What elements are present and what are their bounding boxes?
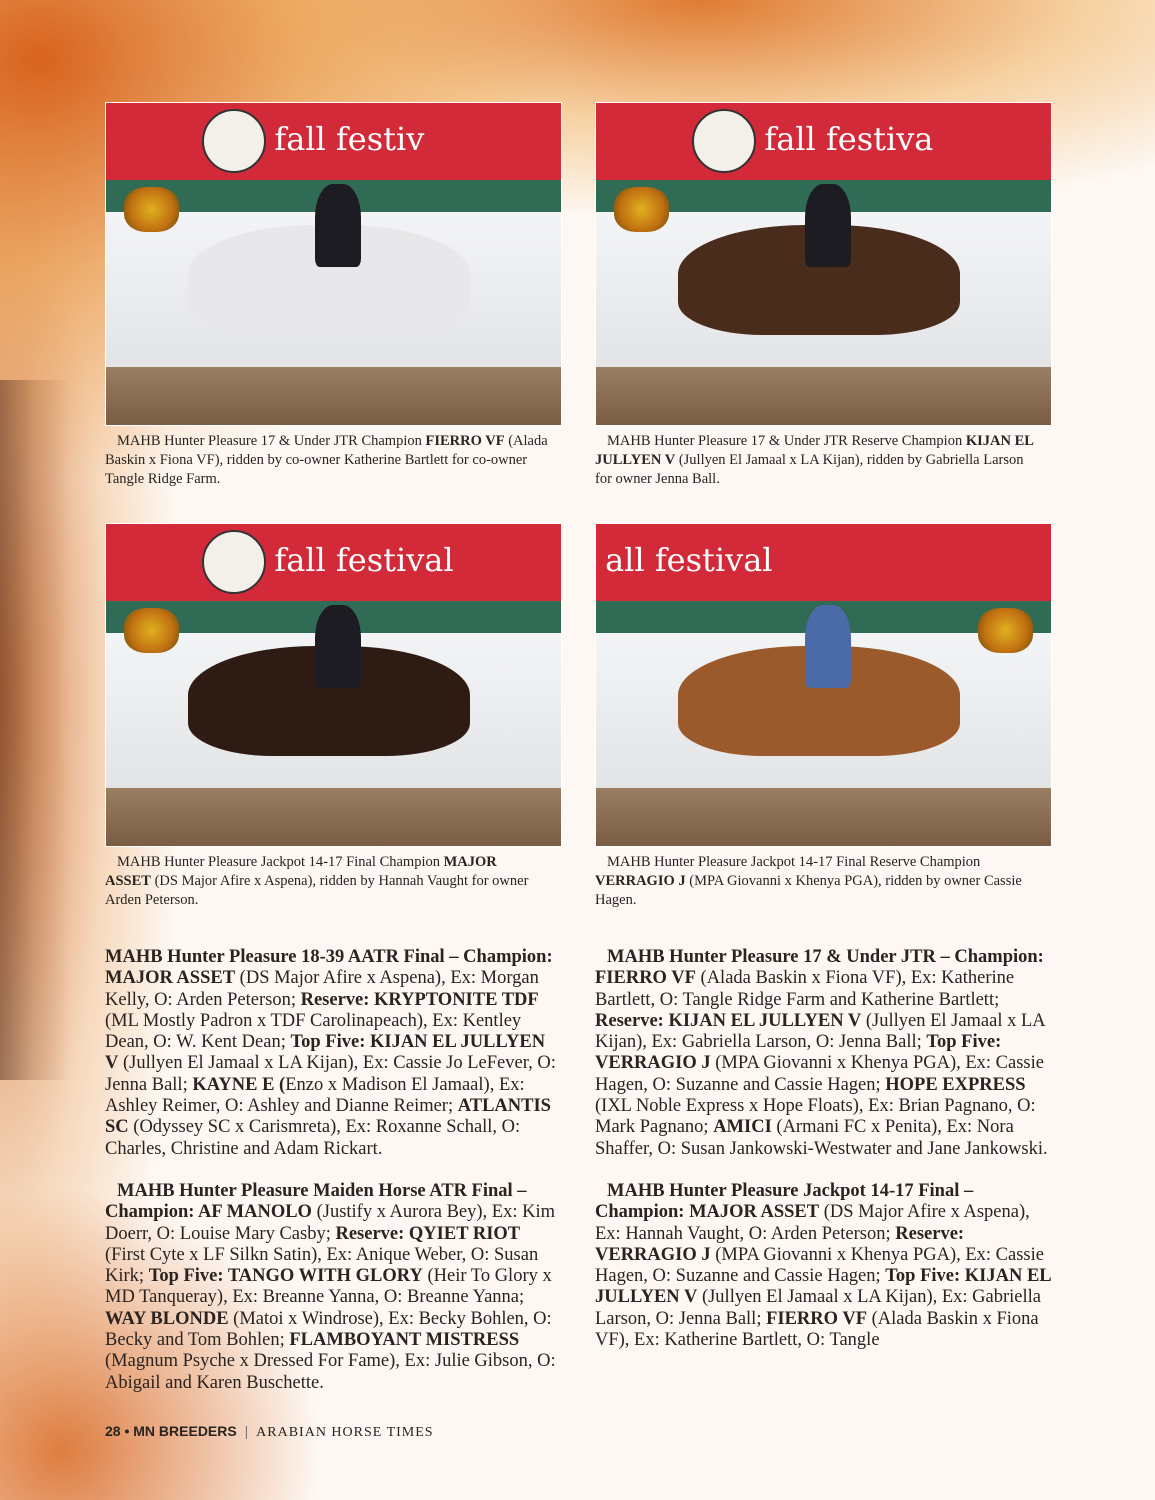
bold-text-segment: ATLANTIS SC bbox=[105, 1096, 551, 1138]
photo-kijan-el-jullyen-v bbox=[595, 102, 1052, 426]
flowers bbox=[978, 608, 1033, 653]
text-segment: (Magnum Psyche x Dressed For Fame), Ex: Julie Gibson, O: Abigail and Karen Buschette. bbox=[105, 1351, 556, 1393]
bold-text-segment: Reserve: KRYPTONITE TDF bbox=[300, 989, 539, 1010]
bold-text-segment: FIERRO VF bbox=[425, 433, 505, 449]
rider bbox=[315, 605, 361, 689]
bold-text-segment: Reserve: KIJAN EL JULLYEN V bbox=[595, 1010, 862, 1031]
text-segment: (Jullyen El Jamaal x LA Kijan), ridden by Gabriella Larson for owner Jenna Ball. bbox=[595, 452, 1024, 487]
flowers bbox=[124, 187, 179, 232]
text-segment: (Armani FC x Penita), Ex: Nora Shaffer, O: Susan Jankowski-Westwater and Jane Jankowski. bbox=[595, 1117, 1048, 1159]
arena-floor bbox=[596, 367, 1051, 425]
photo-verragio-j bbox=[595, 523, 1052, 847]
photo-caption bbox=[105, 432, 550, 489]
text-segment: (IXL Noble Express x Hope Floats), Ex: Brian Pagnano, O: Mark Pagnano; bbox=[595, 1096, 1036, 1138]
text-segment: (Alada Baskin x Fiona VF), ridden by co-owner Katherine Bartlett for co-owner Tangle Ridge Farm. bbox=[105, 433, 548, 487]
bold-text-segment: MAHB Hunter Pleasure Maiden Horse ATR Final – Champion: AF MANOLO bbox=[105, 1180, 527, 1223]
text-segment: (Alada Baskin x Fiona VF), Ex: Katherine Bartlett, O: Tangle bbox=[595, 1308, 1039, 1351]
text-segment: (MPA Giovanni x Khenya PGA), Ex: Cassie Hagen, O: Suzanne and Cassie Hagen; bbox=[595, 1053, 1044, 1095]
text-segment: MAHB Hunter Pleasure Jackpot 14-17 Final Reserve Champion bbox=[607, 854, 981, 870]
show-logo bbox=[202, 109, 266, 173]
text-segment: (MPA Giovanni x Khenya PGA), ridden by owner Cassie Hagen. bbox=[595, 873, 1022, 908]
bold-text-segment: MAHB Hunter Pleasure 18-39 AATR Final – Champion: MAJOR ASSET bbox=[105, 947, 553, 989]
banner-text: fall festiva bbox=[764, 120, 934, 159]
photo-caption bbox=[595, 853, 1035, 910]
bold-text-segment: Top Five: KIJAN EL JULLYEN V bbox=[595, 1266, 1051, 1308]
bold-text-segment: KIJAN EL JULLYEN V bbox=[595, 433, 1034, 468]
arena-floor bbox=[596, 788, 1051, 846]
results-column-right bbox=[595, 947, 1057, 1372]
result-paragraph bbox=[105, 947, 557, 1160]
arena-floor bbox=[106, 788, 561, 846]
bold-text-segment: HOPE EXPRESS bbox=[885, 1074, 1026, 1095]
text-segment: (DS Major Afire x Aspena), Ex: Hannah Vaught, O: Arden Peterson; bbox=[595, 1202, 1030, 1244]
show-logo bbox=[202, 530, 266, 594]
banner-text: fall festiv bbox=[274, 120, 425, 159]
section-name: MN BREEDERS bbox=[133, 1423, 237, 1439]
photo-fierro-vf bbox=[105, 102, 562, 426]
results-column-left bbox=[105, 947, 557, 1415]
text-segment: (Odyssey SC x Carismreta), Ex: Roxanne Schall, O: Charles, Christine and Adam Rickart. bbox=[105, 1117, 521, 1159]
text-segment: MAHB Hunter Pleasure Jackpot 14-17 Final Champion bbox=[117, 854, 444, 870]
bold-text-segment: Top Five: KIJAN EL JULLYEN V bbox=[105, 1032, 546, 1074]
show-logo bbox=[692, 109, 756, 173]
text-segment: (ML Mostly Padron x TDF Carolinapeach), Ex: Kentley Dean, O: W. Kent Dean; bbox=[105, 1010, 522, 1053]
text-segment: (DS Major Afire x Aspena), Ex: Morgan Kelly, O: Arden Peterson; bbox=[105, 968, 539, 1010]
banner-text: fall festival bbox=[274, 541, 454, 580]
rider bbox=[805, 605, 851, 689]
bold-text-segment: AMICI bbox=[713, 1117, 772, 1138]
autumn-tree-background bbox=[0, 380, 70, 1080]
result-paragraph bbox=[595, 1181, 1057, 1351]
page-footer bbox=[105, 1423, 434, 1441]
arena-floor bbox=[106, 367, 561, 425]
text-segment: (Jullyen El Jamaal x LA Kijan), Ex: Gabriella Larson, O: Jenna Ball; bbox=[595, 1010, 1045, 1053]
bold-text-segment: MAHB Hunter Pleasure 17 & Under JTR – Champion: FIERRO VF bbox=[595, 947, 1044, 989]
bold-text-segment: MAJOR ASSET bbox=[105, 854, 497, 889]
bold-text-segment: KAYNE E ( bbox=[192, 1074, 286, 1095]
photo-caption bbox=[595, 432, 1035, 489]
bullet: • bbox=[124, 1423, 130, 1439]
text-segment: (Jullyen El Jamaal x LA Kijan), Ex: Gabriella Larson, O: Jenna Ball; bbox=[595, 1287, 1042, 1329]
page-number: 28 bbox=[105, 1423, 121, 1439]
bold-text-segment: Top Five: VERRAGIO J bbox=[595, 1032, 1002, 1074]
rider bbox=[805, 184, 851, 268]
bold-text-segment: Reserve: QYIET RIOT bbox=[335, 1223, 521, 1244]
text-segment: MAHB Hunter Pleasure 17 & Under JTR Champion bbox=[117, 433, 426, 449]
text-segment: (First Cyte x LF Silkn Satin), Ex: Anique Weber, O: Susan Kirk; bbox=[105, 1244, 539, 1287]
text-segment: MAHB Hunter Pleasure 17 & Under JTR Reserve Champion bbox=[607, 433, 966, 449]
bold-text-segment: FIERRO VF bbox=[766, 1308, 867, 1329]
divider: | bbox=[244, 1423, 249, 1439]
bold-text-segment: VERRAGIO J bbox=[595, 873, 686, 889]
text-segment: (Heir To Glory x MD Tanqueray), Ex: Breanne Yanna, O: Breanne Yanna; bbox=[105, 1266, 552, 1308]
bold-text-segment: Top Five: TANGO WITH GLORY bbox=[148, 1266, 423, 1287]
banner-text: all festival bbox=[605, 541, 773, 580]
bold-text-segment: FLAMBOYANT MISTRESS bbox=[289, 1330, 520, 1351]
publication-name: ARABIAN HORSE TIMES bbox=[256, 1425, 434, 1440]
bold-text-segment: WAY BLONDE bbox=[105, 1308, 229, 1329]
photo-major-asset bbox=[105, 523, 562, 847]
text-segment: (Justify x Aurora Bey), Ex: Kim Doerr, O: Louise Mary Casby; bbox=[105, 1202, 555, 1244]
result-paragraph bbox=[595, 947, 1057, 1160]
photo-caption bbox=[105, 853, 545, 910]
text-segment: (MPA Giovanni x Khenya PGA), Ex: Cassie Hagen, O: Suzanne and Cassie Hagen; bbox=[595, 1244, 1044, 1287]
flowers bbox=[614, 187, 669, 232]
result-paragraph bbox=[105, 1181, 557, 1394]
bold-text-segment: MAHB Hunter Pleasure Jackpot 14-17 Final – Champion: MAJOR ASSET bbox=[595, 1180, 974, 1223]
bold-text-segment: Reserve: VERRAGIO J bbox=[595, 1223, 965, 1265]
rider bbox=[315, 184, 361, 268]
text-segment: Enzo x Madison El Jamaal), Ex: Ashley Reimer, O: Ashley and Dianne Reimer; bbox=[105, 1074, 525, 1117]
text-segment: (Jullyen El Jamaal x LA Kijan), Ex: Cassie Jo LeFever, O: Jenna Ball; bbox=[105, 1053, 556, 1095]
flowers bbox=[124, 608, 179, 653]
text-segment: (DS Major Afire x Aspena), ridden by Hannah Vaught for owner Arden Peterson. bbox=[105, 873, 529, 908]
text-segment: (Matoi x Windrose), Ex: Becky Bohlen, O: Becky and Tom Bohlen; bbox=[105, 1308, 552, 1351]
text-segment: (Alada Baskin x Fiona VF), Ex: Katherine Bartlett, O: Tangle Ridge Farm and Katherine Bartlett; bbox=[595, 968, 1015, 1010]
